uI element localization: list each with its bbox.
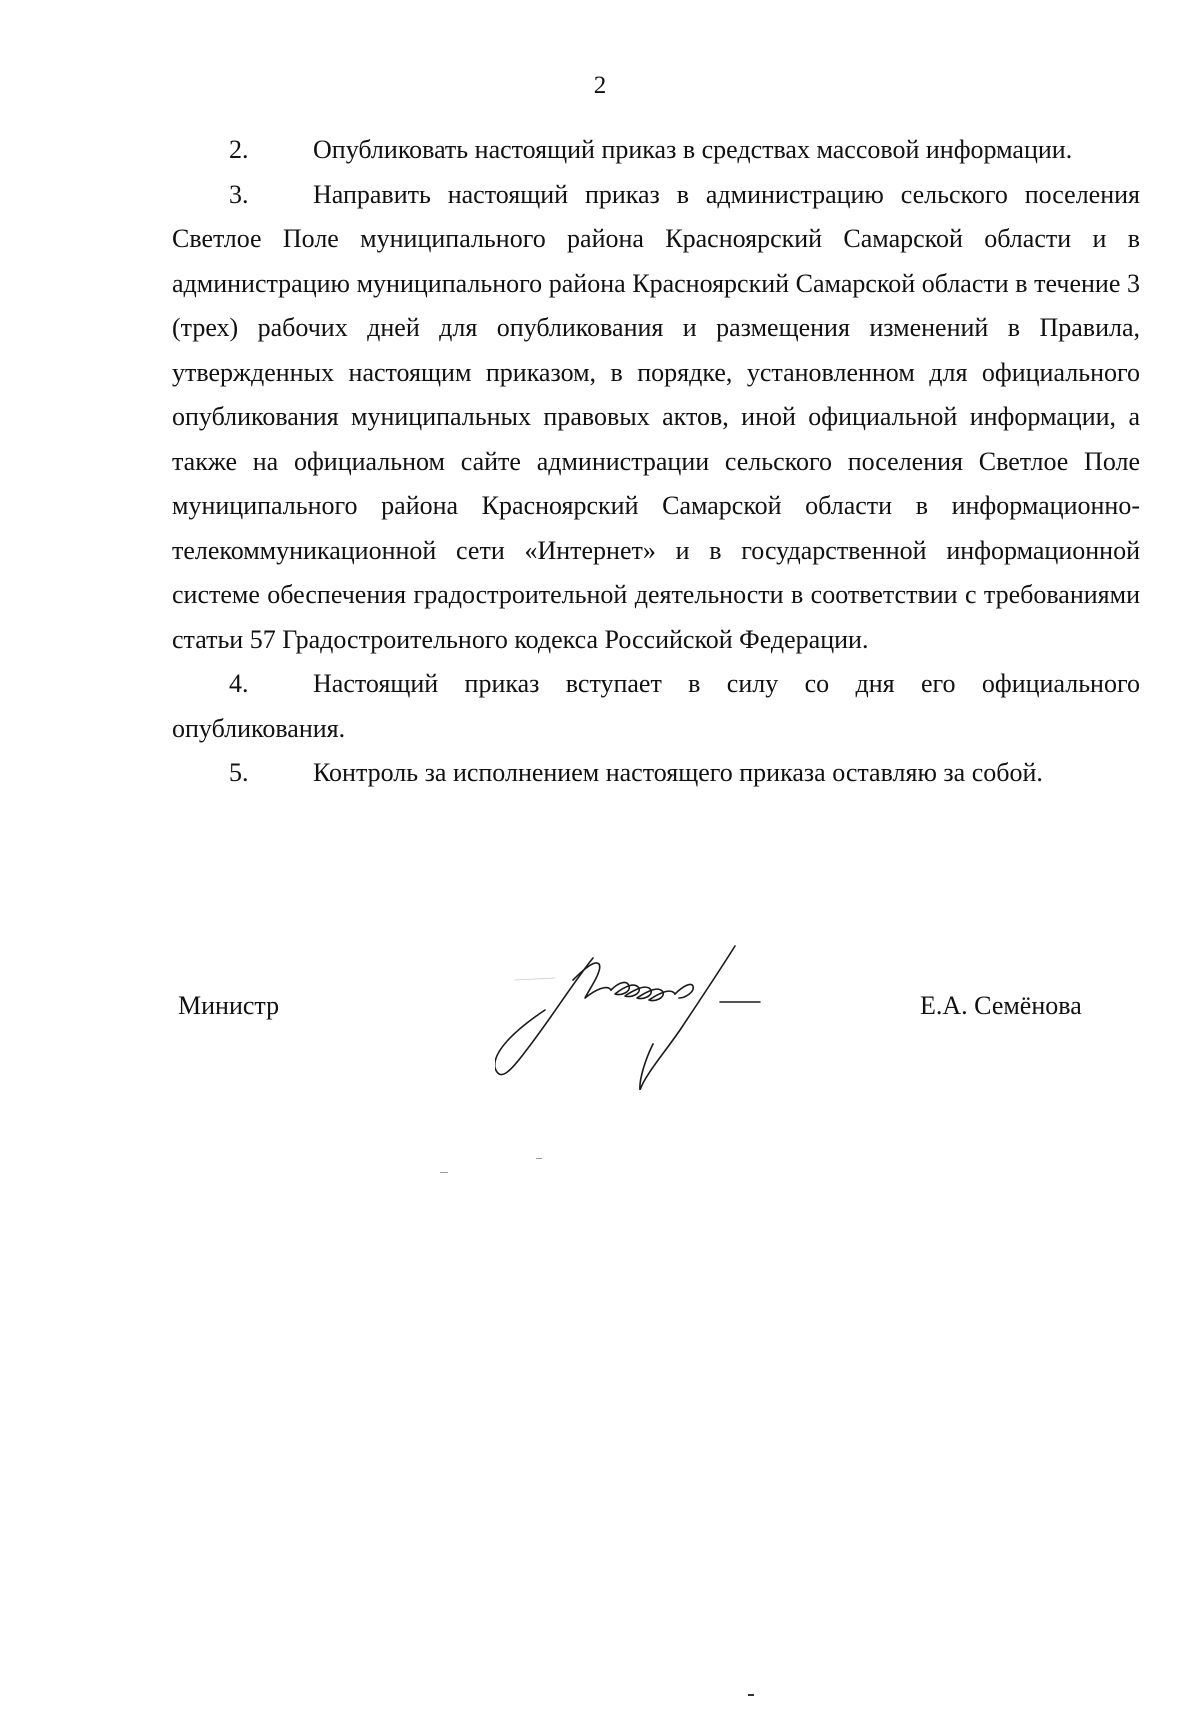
handwritten-signature	[495, 940, 825, 1090]
scan-artifact	[440, 1172, 448, 1173]
clause-4	[172, 662, 1140, 751]
clause-number: 2.	[229, 135, 249, 164]
clause-text: Направить настоящий приказ в администрацию сельского поселения Светлое Поле муниципального района Красноярский Самарской области и в администрацию муниципального района Красноярский Самарской области в течение 3 (трех) рабочих дней для опубликования и размещения изменений в Правила, утвержденных настоящим приказом, в порядке, установленном для официального опубликования муниципальных правовых актов, иной официальной информации, а также на официальном сайте администрации сельского поселения Светлое Поле муниципального района Красноярский Самарской области в информационно-телекоммуникационной сети «Интернет» и в государственной информационной системе обеспечения градостроительной деятельности в соответствии с требованиями статьи 57 Градостроительного кодекса Российской Федерации.	[172, 179, 1140, 654]
clause-number: 5.	[229, 758, 249, 787]
signer-position: Министр	[178, 991, 280, 1020]
page-number: 2	[593, 72, 607, 99]
scan-artifact	[536, 1158, 542, 1159]
signature-block	[0, 940, 1200, 1100]
clause-number: 4.	[229, 669, 249, 698]
signer-name: Е.А. Семёнова	[920, 991, 1082, 1020]
clause-3	[172, 173, 1140, 663]
clause-text: Опубликовать настоящий приказ в средствах массовой информации.	[313, 135, 1073, 164]
clause-5	[172, 751, 1140, 796]
clause-text: Настоящий приказ вступает в силу со дня его официального опубликования.	[172, 669, 1140, 743]
document-body	[172, 128, 1140, 796]
scan-artifact	[748, 1694, 754, 1696]
clause-number: 3.	[229, 179, 249, 209]
clause-text: Контроль за исполнением настоящего приказа оставляю за собой.	[313, 758, 1043, 787]
clause-2	[172, 128, 1140, 173]
